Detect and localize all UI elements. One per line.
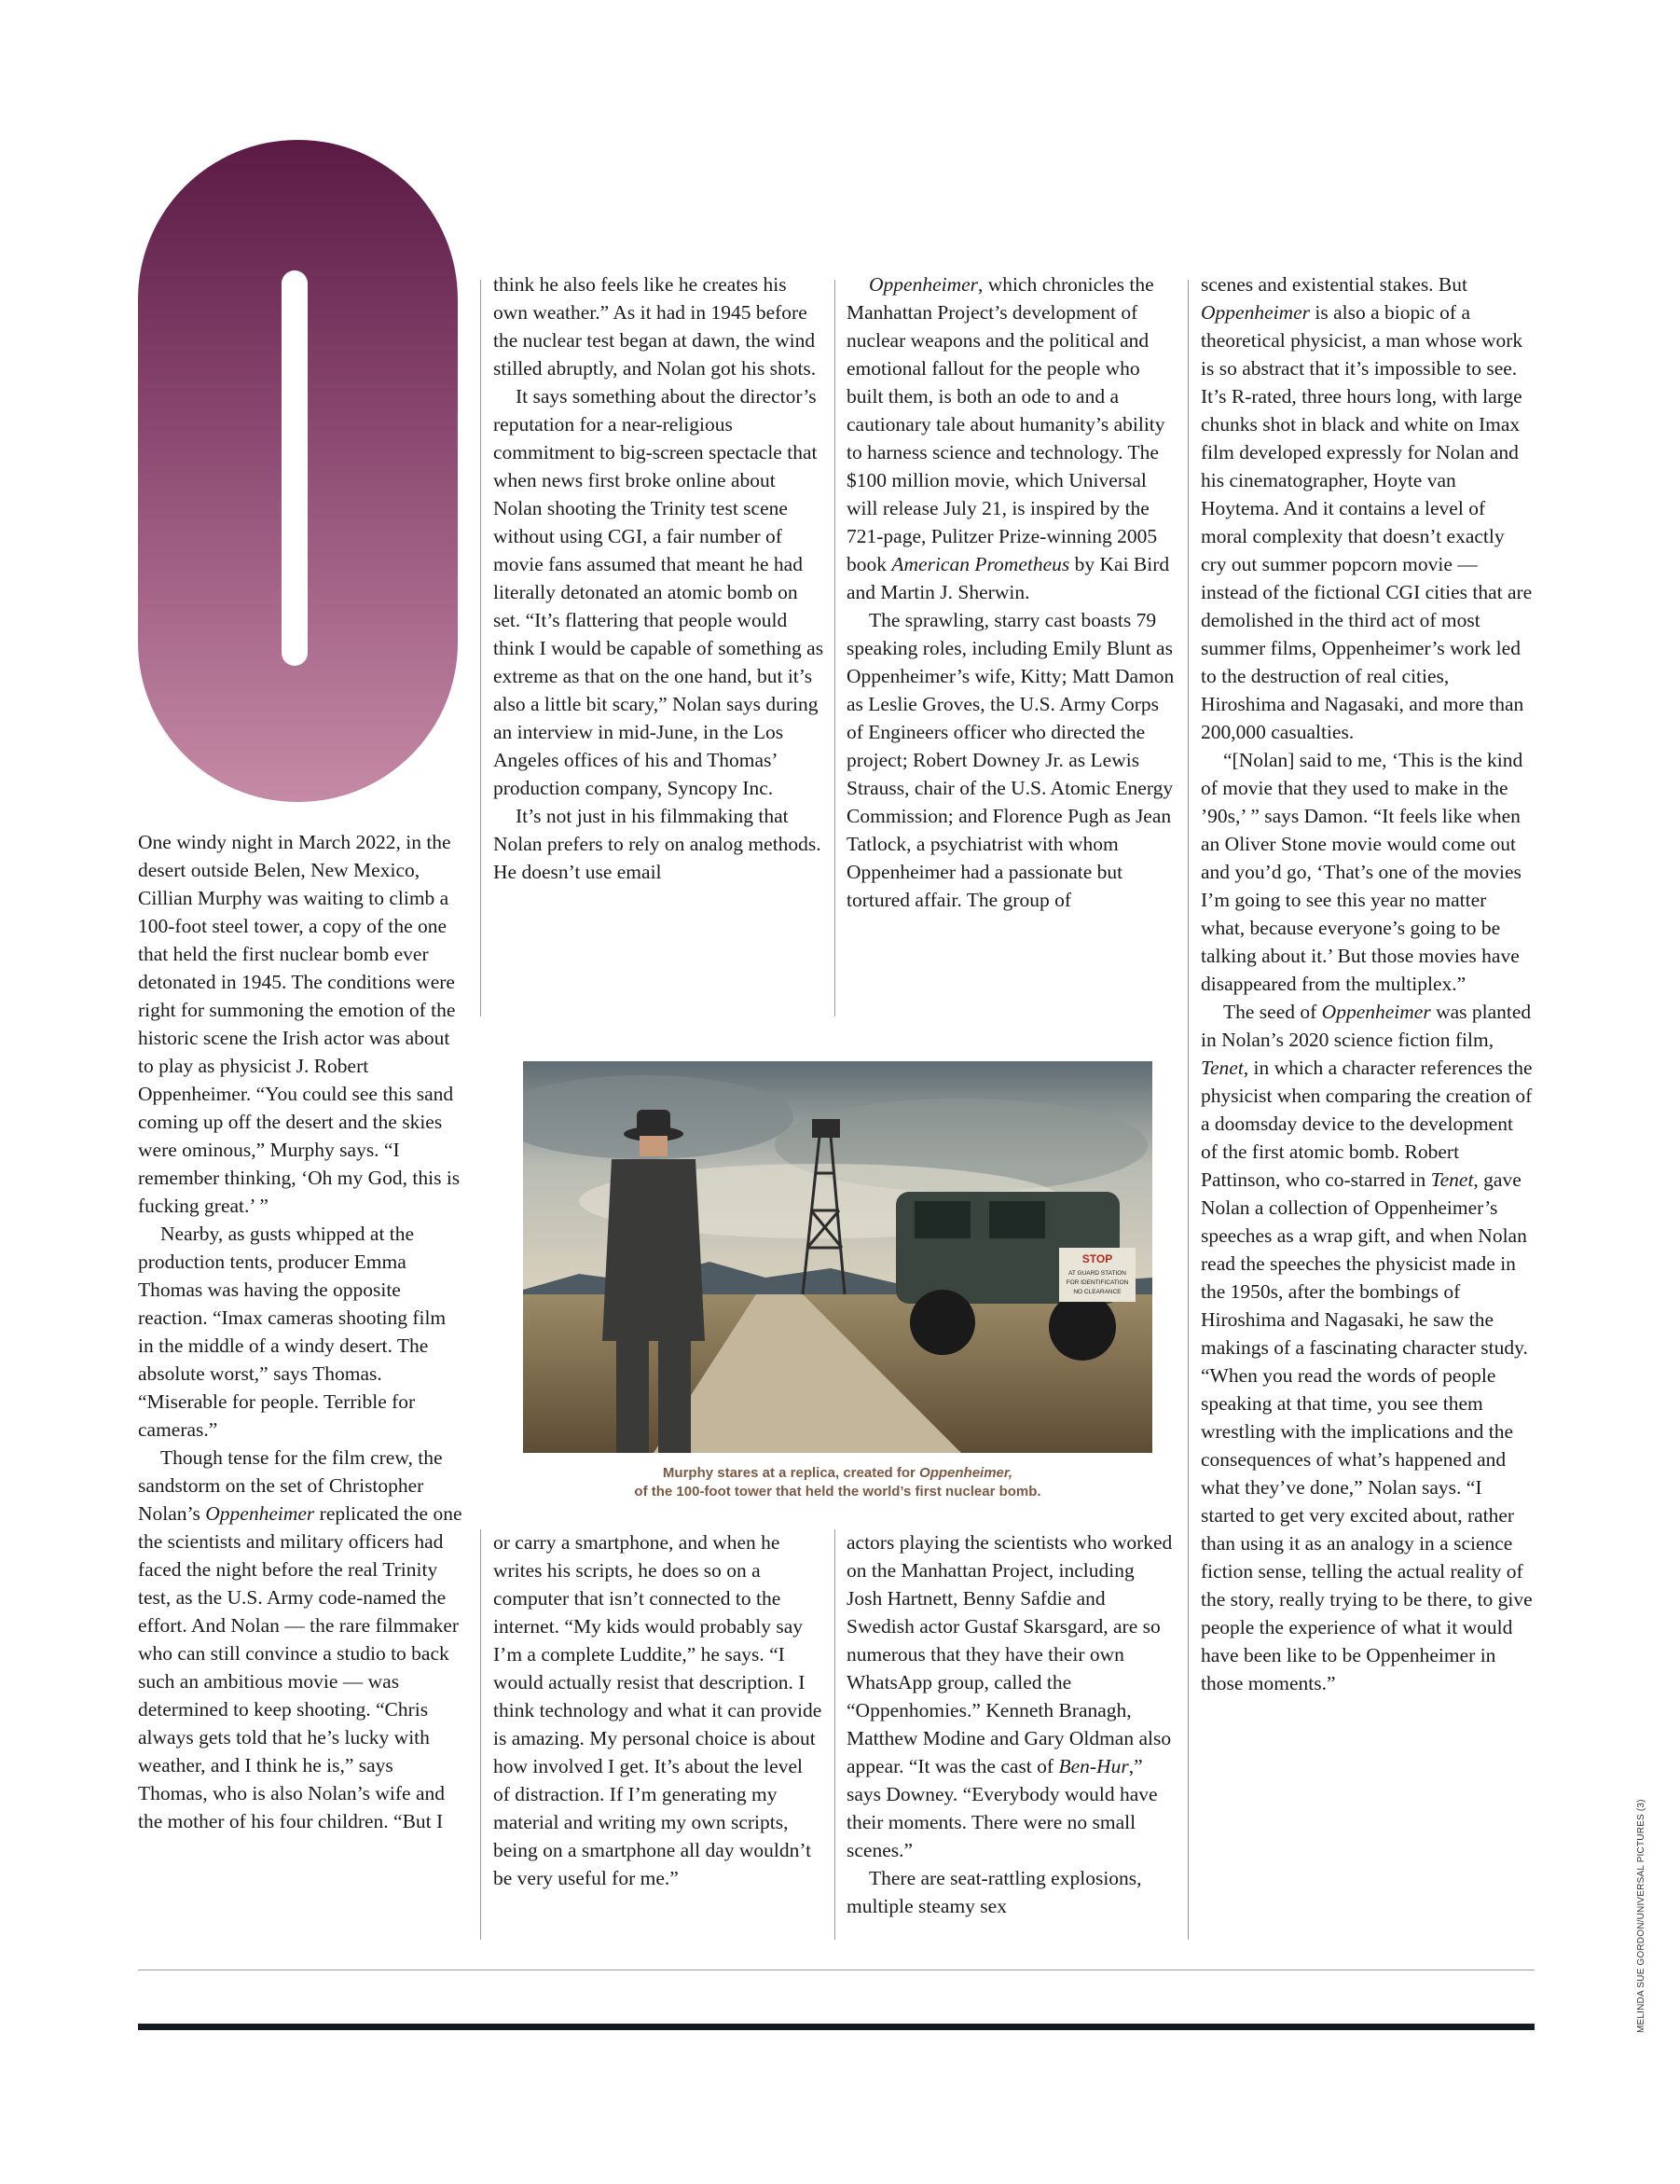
sign-line-2: AT GUARD STATION bbox=[1068, 1270, 1126, 1277]
column-4 bbox=[1201, 270, 1535, 1697]
col1-paragraph-2: Nearby, as gusts whipped at the production tents, producer Emma Thomas was having the opposite reaction. “Imax cameras shooting film in the middle of a windy desert. The absolute worst,” says Thomas. “Miserable for people. Terrible for cameras.” bbox=[138, 1223, 447, 1441]
column-divider-2-bottom bbox=[834, 1529, 835, 1940]
caption-italic-title: Oppenheimer, bbox=[919, 1465, 1013, 1481]
col2-paragraph-2: It says something about the director’s reputation for a near-religious commitment to big-screen spectacle that when news first broke online about Nolan shooting the Trinity test scene without using CGI, a fair number of movie fans assumed that meant he had literally detonated an atomic bomb on set. “It’s flattering that people would think I would be capable of something as extreme as that on the one hand, but it’s also a little bit scary,” Nolan says during an interview in mid-June, in the Los Angeles offices of his and Thomas’ production company, Syncopy Inc. bbox=[493, 385, 824, 799]
col2-paragraph-1: think he also feels like he creates his own weather.” As it had in 1945 before the nuclear test began at dawn, the wind stilled abruptly, and Nolan got his shots. bbox=[493, 273, 817, 380]
col3-paragraph-2: The sprawling, starry cast boasts 79 speaking roles, including Emily Blunt as Oppenheimer’s wife, Kitty; Matt Damon as Leslie Groves, the U.S. Army Corps of Engineers officer who directed the project; Robert Downey Jr. as Lewis Strauss, chair of the U.S. Atomic Energy Commission; and Florence Pugh as Jean Tatlock, a psychiatrist with whom Oppenheimer had a passionate but tortured affair. The group of bbox=[847, 609, 1175, 911]
desert-scene-illustration bbox=[523, 1061, 1152, 1453]
column-3-top bbox=[847, 270, 1175, 914]
col4-paragraph-2: “[Nolan] said to me, ‘This is the kind of movie that they used to make in the ’90s,’ ” says Damon. “It feels like when an Oliver Stone movie would come out and you’d go, ‘That’s one of the movies I’m going to see this year no matter what, because everyone’s going to be talking about it.’ But those movies have disappeared from the multiplex.” bbox=[1201, 749, 1523, 995]
column-divider-3 bbox=[1188, 280, 1189, 1940]
photo-credit: MELINDA SUE GORDON/UNIVERSAL PICTURES (3) bbox=[1636, 1799, 1646, 2033]
tower-cab bbox=[812, 1119, 840, 1138]
bottom-rule-thick bbox=[138, 2024, 1535, 2030]
column-2-bottom bbox=[493, 1528, 824, 1892]
column-2-top bbox=[493, 270, 824, 886]
column-3-bottom bbox=[847, 1528, 1175, 1920]
caption-text-1: Murphy stares at a replica, created for bbox=[662, 1465, 916, 1481]
column-divider-2 bbox=[834, 280, 835, 1016]
drop-cap-counter bbox=[282, 270, 308, 666]
col3-bottom-paragraph-2: There are seat-rattling explosions, multiple steamy sex bbox=[847, 1867, 1142, 1917]
col4-paragraph-3: The seed of Oppenheimer was planted in Nolan’s 2020 science fiction film, Tenet, in which a character references the physicist when comparing the creation of a doomsday device to the development of the first atomic bomb. Robert Pattinson, who co-starred in Tenet, gave Nolan a collection of Oppenheimer’s speeches as a wrap gift, and when Nolan read the speeches the physicist made in the 1950s, after the bombings of Hiroshima and Nagasaki, he saw the makings of a fascinating character study. “When you read the words of people speaking at that time, you see them wrestling with the implications and the consequences of what’s happened and what they’ve done,” Nolan says. “I started to get very excited about, rather than using it as an analogy in a science fiction sense, telling the actual reality of the story, really trying to be there, to give people the experience of what it would have been like to be Oppenheimer in those moments.” bbox=[1201, 1001, 1533, 1694]
photo-caption bbox=[523, 1464, 1152, 1501]
col1-paragraph-3: Though tense for the film crew, the sandstorm on the set of Christopher Nolan’s Oppenheimer replicated the one the scientists and military officers had faced the night before the real Trinity test, as the U.S. Army code-named the effort. And Nolan — the rare filmmaker who can still convince a studio to back such an ambitious movie — was determined to keep shooting. “Chris always gets told that he’s lucky with weather, and I think he is,” says Thomas, who is also Nolan’s wife and the mother of his four children. “But I bbox=[138, 1446, 462, 1832]
drop-cap-letter-o bbox=[138, 140, 458, 802]
sign-line-3: FOR IDENTIFICATION bbox=[1066, 1279, 1129, 1286]
caption-text-2: of the 100-foot tower that held the world’s first nuclear bomb. bbox=[634, 1484, 1041, 1500]
column-1 bbox=[138, 828, 466, 1835]
sign-line-1: STOP bbox=[1081, 1252, 1113, 1265]
col2-bottom-paragraph-1: or carry a smartphone, and when he writes his scripts, he does so on a computer that isn’t connected to the internet. “My kids would probably say I’m a complete Luddite,” he says. “I would actually resist that description. I think technology and what it can provide is amazing. My personal choice is about how involved I get. It’s about the level of distraction. If I’m generating my material and writing my own scripts, being on a smartphone all day wouldn’t be very useful for me.” bbox=[493, 1531, 822, 1889]
col4-paragraph-1: scenes and existential stakes. But Oppenheimer is also a biopic of a theoretical physicist, a man whose work is so abstract that it’s impossible to see. It’s R-rated, three hours long, with large chunks shot in black and white on Imax film developed expressly for Nolan and his cinematographer, Hoyte van Hoytema. And it contains a level of moral complexity that doesn’t exactly cry out summer popcorn movie — instead of the fictional CGI cities that are demolished in the third act of most summer films, Oppenheimer’s work led to the destruction of real cities, Hiroshima and Nagasaki, and more than 200,000 casualties. bbox=[1201, 273, 1533, 743]
col1-paragraph-1: One windy night in March 2022, in the desert outside Belen, New Mexico, Cillian Murphy was waiting to climb a 100-foot steel tower, a copy of the one that held the first nuclear bomb ever detonated in 1945. The conditions were right for summoning the emotion of the historic scene the Irish actor was about to play as physicist J. Robert Oppenheimer. “You could see this sand coming up off the desert and the skies were ominous,” Murphy says. “I remember thinking, ‘Oh my God, this is fucking great.’ ” bbox=[138, 831, 461, 1217]
col2-paragraph-3: It’s not just in his filmmaking that Nolan prefers to rely on analog methods. He doesn’t use email bbox=[493, 805, 821, 883]
column-divider-1-bottom bbox=[480, 1529, 481, 1940]
col3-paragraph-1: Oppenheimer, which chronicles the Manhattan Project’s development of nuclear weapons and the political and emotional fallout for the people who built them, is both an ode to and a cautionary tale about humanity’s ability to harness science and technology. The $100 million movie, which Universal will release July 21, is inspired by the 721-page, Pulitzer Prize-winning 2005 book American Prometheus by Kai Bird and Martin J. Sherwin. bbox=[847, 273, 1170, 603]
column-divider-1 bbox=[480, 280, 481, 1016]
feature-photo bbox=[523, 1061, 1152, 1453]
sign-line-4: NO CLEARANCE bbox=[1073, 1289, 1122, 1295]
col3-bottom-paragraph-1: actors playing the scientists who worked on the Manhattan Project, including Josh Hartnett, Benny Safdie and Swedish actor Gustaf Skarsgard, are so numerous that they have their own WhatsApp group, called the “Oppenhomies.” Kenneth Branagh, Matthew Modine and Gary Oldman also appear. “It was the cast of Ben-Hur,” says Downey. “Everybody would have their moments. There were no small scenes.” bbox=[847, 1531, 1173, 1861]
